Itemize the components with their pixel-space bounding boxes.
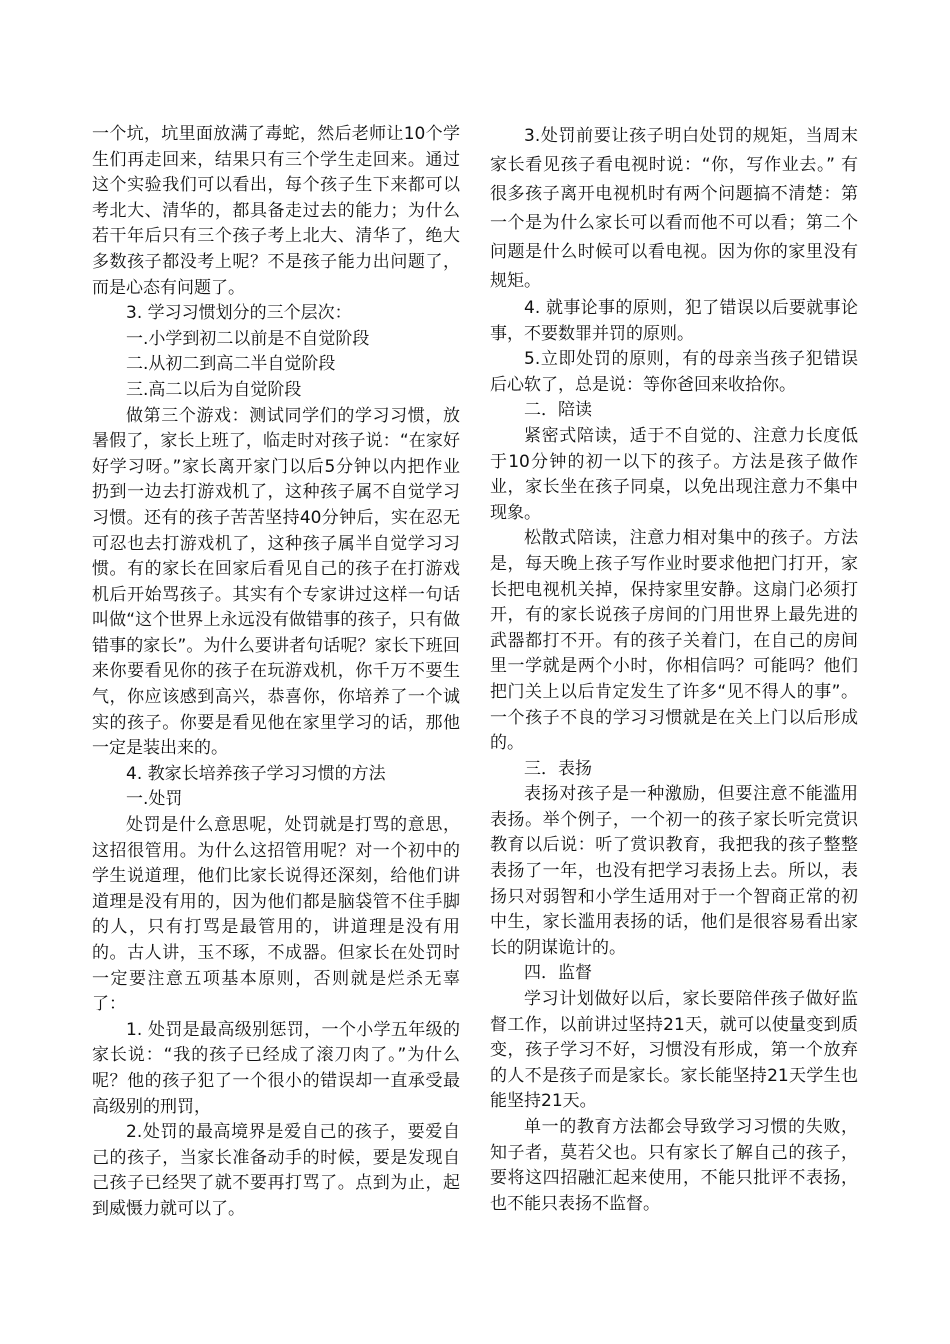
paragraph-conclusion: 单一的教育方法都会导致学习习惯的失败，知子者，莫若父也。只有家长了解自己的孩子，要将这四招融汇起来使用，不能只批评不表扬，也不能只表扬不监督。 — [490, 1117, 858, 1214]
paragraph-third-game: 做第三个游戏：测试同学们的学习习惯，放暑假了，家长上班了，临走时对孩子说：“在家好好学习呀。”家长离开家门以后5分钟以内把作业扔到一边去打游戏机了，这种孩子属不自觉学习习惯。还有的孩子苦苦坚持40分钟后，实在忍无可忍也去打游戏机了，这种孩子属半自觉学习习惯。有的家长在回家后看见自己的孩子在打游戏机后开始骂孩子。其实有个专家讲过这样一句话叫做“这个世界上永远没有做错事的孩子，只有做错事的家长”。为什么要讲者句话呢？家长下班回来你要看见你的孩子在玩游戏机，你千万不要生气，你应该感到高兴，恭喜你，你培养了一个诚实的孩子。你要是看见他在家里学习的话，那他一定是装出来的。 — [92, 405, 460, 759]
paragraph-supervision: 学习计划做好以后，家长要陪伴孩子做好监督工作，以前讲过坚持21天，就可以使量变到质变，孩子学习不好，习惯没有形成，第一个放弃的人不是孩子而是家长。家长能坚持21天学生也能坚持21天。 — [490, 989, 858, 1112]
heading-habit-levels: 3. 学习习惯划分的三个层次： — [126, 303, 352, 324]
principle-3: 3.处罚前要让孩子明白处罚的规矩，当周末家长看见孩子看电视时说：“你，写作业去。” 有很多孩子离开电视机时有两个问题搞不清楚：第一个是为什么家长可以看而他不可以看；第二个问题是什么时候可以看电视。因为你的家里没有规矩。 — [490, 126, 858, 291]
paragraph-praise: 表扬对孩子是一种激励，但要注意不能滥用表扬。举个例子，一个初一的孩子家长听完赏识教育以后说：听了赏识教育，我把我的孩子整整表扬了一年，也没有把学习表扬上去。所以，表扬只对弱智和小学生适用对于一个智商正常的初中生，家长滥用表扬的话，他们是很容易看出家长的阴谋诡计的。 — [490, 784, 858, 958]
principle-2: 2.处罚的最高境界是爱自己的孩子，要爱自己的孩子，当家长准备动手的时候，要是发现自己孩子已经哭了就不要再打骂了。点到为止，起到威慑力就可以了。 — [92, 1122, 460, 1219]
right-column — [490, 122, 858, 1217]
level-item-1: 一.小学到初二以前是不自觉阶段 — [126, 328, 370, 349]
paragraph-punishment-meaning: 处罚是什么意思呢，处罚就是打骂的意思，这招很管用。为什么这招管用呢？对一个初中的学生说道理，他们比家长说得还深刻，给他们讲道理是没有用的，因为他们都是脑袋管不住手脚的人，只有打骂是最管用的，讲道理是没有用的。古人讲，玉不琢，不成器。但家长在处罚时一定要注意五项基本原则，否则就是烂杀无辜了： — [92, 815, 460, 1015]
principle-5: 5.立即处罚的原则，有的母亲当孩子犯错误后心软了，总是说：等你爸回来收拾你。 — [490, 349, 858, 395]
section-heading-punishment: 一.处罚 — [126, 789, 183, 810]
section-heading-supervision: 四．监督 — [524, 963, 592, 984]
paragraph-loose-accompany: 松散式陪读，注意力相对集中的孩子。方法是，每天晚上孩子写作业时要求他把门打开，家长把电视机关掉，保持家里安静。这扇门必须打开，有的家长说孩子房间的门用世界上最先进的武器都打不开。有的孩子关着门，在自己的房间里一学就是两个小时，你相信吗？可能吗？他们把门关上以后肯定发生了许多“见不得人的事”。一个孩子不良的学习习惯就是在关上门以后形成的。 — [490, 528, 858, 754]
principle-1: 1. 处罚是最高级别惩罚，一个小学五年级的家长说：“我的孩子已经成了滚刀肉了。”为什么呢？他的孩子犯了一个很小的错误却一直承受最高级别的刑罚， — [92, 1019, 460, 1117]
left-column — [92, 122, 460, 1223]
paragraph-experiment-conclusion: 一个坑，坑里面放满了毒蛇，然后老师让10个学生们再走回来，结果只有三个学生走回来。通过这个实验我们可以看出，每个孩子生下来都可以考北大、清华的，都具备走过去的能力；为什么若干年后只有三个孩子考上北大、清华了，绝大多数孩子都没考上呢？不是孩子能力出问题了，而是心态有问题了。 — [92, 124, 460, 298]
principle-4: 4. 就事论事的原则，犯了错误以后要就事论事，不要数罪并罚的原则。 — [490, 298, 858, 344]
section-heading-praise: 三．表扬 — [524, 758, 592, 779]
level-item-2: 二.从初二到高二半自觉阶段 — [126, 354, 336, 375]
level-item-3: 三.高二以后为自觉阶段 — [126, 379, 302, 400]
heading-methods: 4. 教家长培养孩子学习习惯的方法 — [126, 763, 386, 784]
paragraph-close-accompany: 紧密式陪读，适于不自觉的、注意力长度低于10分钟的初一以下的孩子。方法是孩子做作业，家长坐在孩子同桌，以免出现注意力不集中现象。 — [490, 425, 858, 523]
section-heading-accompany: 二．陪读 — [524, 400, 592, 421]
